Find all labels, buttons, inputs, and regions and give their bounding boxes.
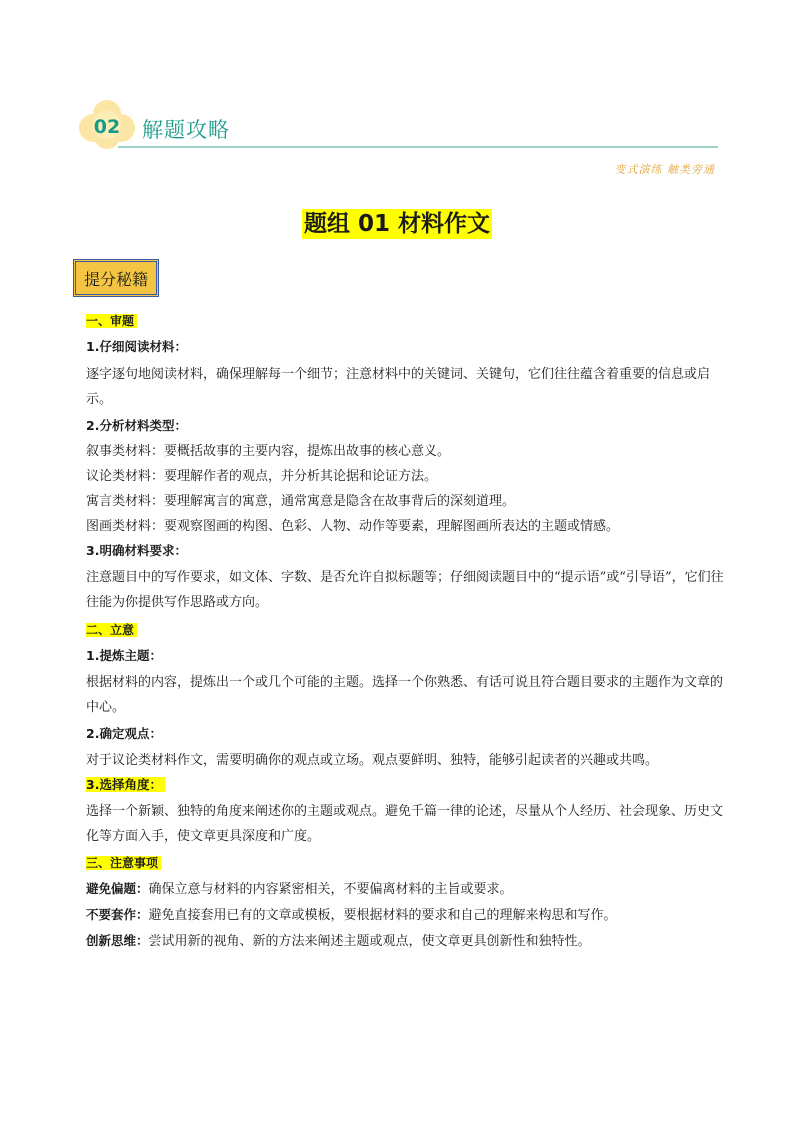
sub-heading-angle: 3.选择角度： xyxy=(86,776,726,794)
tips-label: 提分秘籍 xyxy=(83,269,148,289)
paragraph: 注意题目中的写作要求，如文体、字数、是否允许自拟标题等；仔细阅读题目中的“提示语”或“引导语”，它们往往能为你提供写作思路或方向。 xyxy=(86,570,724,610)
paragraph: 对于议论类材料作文，需要明确你的观点或立场。观点要鲜明、独特，能够引起读者的兴趣或共鸣。 xyxy=(86,753,659,768)
list-item: 叙事类材料：要概括故事的主要内容，提炼出故事的核心意义。 xyxy=(86,444,451,459)
section-title: 解题攻略 xyxy=(142,118,230,142)
document-body xyxy=(86,312,726,954)
heading-liyi: 二、立意 xyxy=(86,621,726,639)
sub-heading-require: 3.明确材料要求： xyxy=(86,543,187,558)
sub-heading-type: 2.分析材料类型： xyxy=(86,418,187,433)
list-item: 创新思维：尝试用新的视角、新的方法来阐述主题或观点，使文章更具创新性和独特性。 xyxy=(86,933,591,949)
list-item: 避免偏题：确保立意与材料的内容紧密相关，不要偏离材料的主旨或要求。 xyxy=(86,881,513,897)
header-divider xyxy=(118,146,718,148)
page-title-text: 题组 01 材料作文 xyxy=(303,211,491,237)
paragraph: 根据材料的内容，提炼出一个或几个可能的主题。选择一个你熟悉、有话可说且符合题目要求的主题作为文章的中心。 xyxy=(86,675,724,715)
tips-label-box xyxy=(73,259,159,297)
heading-shenti: 一、审题 xyxy=(86,312,726,330)
section-header xyxy=(78,96,718,166)
sub-heading-viewpoint: 2.确定观点： xyxy=(86,726,162,741)
section-number: 02 xyxy=(93,116,121,138)
paragraph: 逐字逐句地阅读材料，确保理解每一个细节；注意材料中的关键词、关键句，它们往往蕴含着重要的信息或启示。 xyxy=(86,367,711,407)
paragraph: 选择一个新颖、独特的角度来阐述你的主题或观点。避免千篇一律的论述，尽量从个人经历、社会现象、历史文化等方面入手，使文章更具深度和广度。 xyxy=(86,804,724,844)
slogan: 变式演练 触类旁通 xyxy=(614,163,715,176)
list-item: 寓言类材料：要理解寓言的寓意，通常寓意是隐含在故事背后的深刻道理。 xyxy=(86,494,516,509)
page-title xyxy=(0,205,794,238)
list-item: 不要套作：避免直接套用已有的文章或模板，要根据材料的要求和自己的理解来构思和写作。 xyxy=(86,907,617,923)
list-item: 议论类材料：要理解作者的观点，并分析其论据和论证方法。 xyxy=(86,469,438,484)
sub-heading-read: 1.仔细阅读材料： xyxy=(86,339,187,354)
sub-heading-theme: 1.提炼主题： xyxy=(86,648,162,663)
heading-notes: 三、注意事项 xyxy=(86,854,726,872)
list-item: 图画类材料：要观察图画的构图、色彩、人物、动作等要素，理解图画所表达的主题或情感。 xyxy=(86,519,620,534)
